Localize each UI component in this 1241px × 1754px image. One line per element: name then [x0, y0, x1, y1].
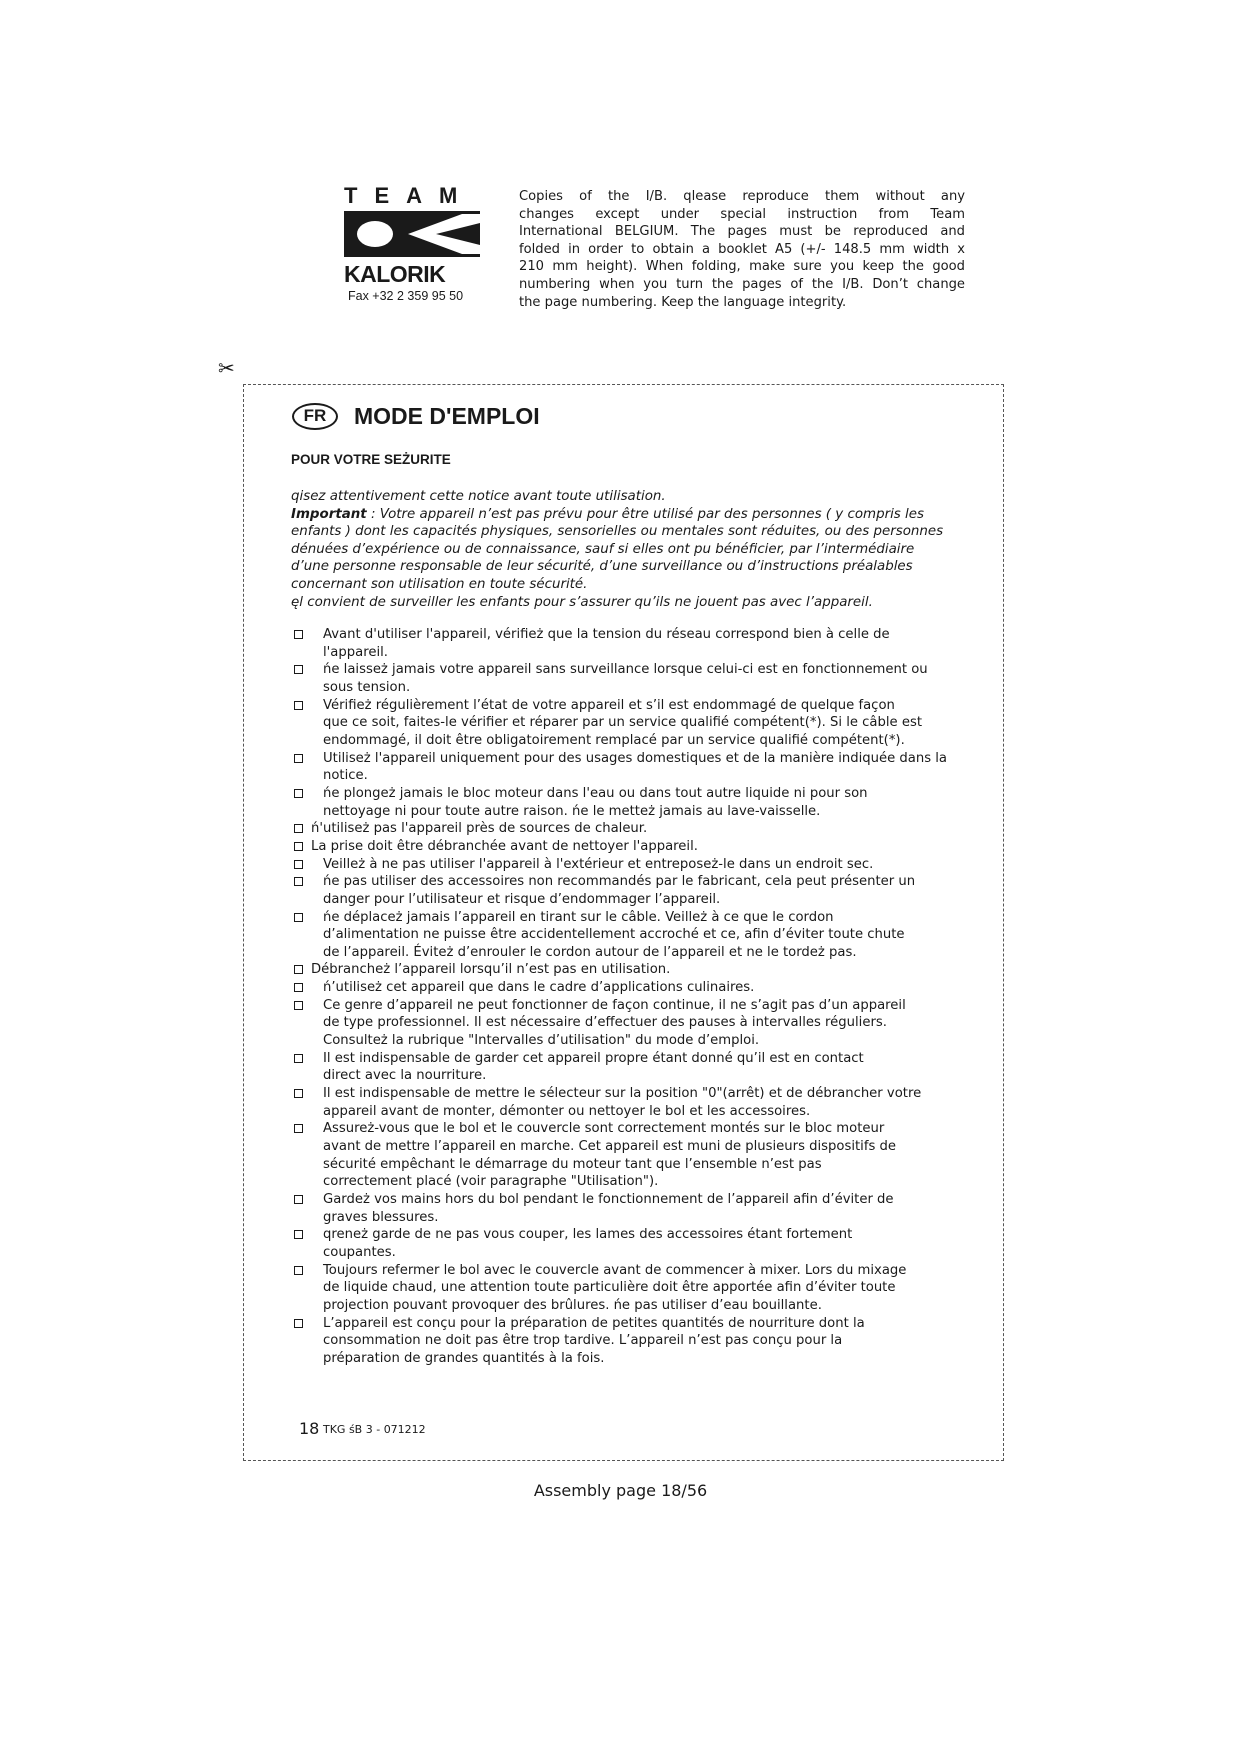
- list-item-line: Assureż-vous que le bol et le couvercle sont correctement montés sur le bloc moteur: [323, 1121, 885, 1137]
- checkbox-bullet-icon: [294, 1089, 303, 1098]
- list-item-text: [323, 626, 983, 661]
- list-item-line: ń’utiliseż cet appareil que dans le cadre d’applications culinaires.: [323, 980, 755, 996]
- instruction-line: 210 mm height). When folding, make sure you keep the good: [519, 259, 965, 275]
- checkbox-bullet-icon: [294, 1124, 303, 1133]
- logo-team-text: TEAM: [344, 183, 475, 208]
- list-item-line: danger pour l’utilisateur et risque d’endommager l’appareil.: [323, 891, 721, 907]
- list-item-line: Veilleż à ne pas utiliser l'appareil à l'extérieur et entreposeż-le dans un endroit sec.: [323, 856, 874, 872]
- list-item-text: [323, 697, 983, 750]
- checkbox-bullet-icon: [294, 754, 303, 763]
- list-item: [0, 873, 1241, 908]
- intro-line: [291, 506, 991, 524]
- list-item-line: Utiliseż l'appareil uniquement pour des usages domestiques et de la manière indiquée dans la: [323, 750, 948, 766]
- checkbox-bullet-icon: [294, 1319, 303, 1328]
- list-item-line: que ce soit, faites-le vérifier et réparer par un service qualifié compétent(*). Si le câble est: [323, 715, 922, 731]
- important-text: : Votre appareil n’est pas prévu pour être utilisé par des personnes ( y compris les: [366, 506, 924, 522]
- list-item-text: [323, 979, 983, 997]
- intro-line: concernant son utilisation en toute sécurité.: [291, 576, 588, 592]
- checkbox-bullet-icon: [294, 913, 303, 922]
- list-item-line: appareil avant de monter, démonter ou nettoyer le bol et les accessoires.: [323, 1103, 811, 1119]
- kalorik-logo: [344, 183, 480, 304]
- list-item-line: Débrancheż l’appareil lorsqu’il n’est pas en utilisation.: [311, 962, 671, 978]
- instruction-line: Copies of the I/B. qlease reproduce them without any: [519, 189, 965, 204]
- list-item: [0, 661, 1241, 696]
- checkbox-bullet-icon: [294, 665, 303, 674]
- page-title: MODE D'EMPLOI: [354, 403, 540, 429]
- instruction-line: folded in order to obtain a booklet A5 (+/- 148.5 mm width x: [519, 241, 965, 257]
- list-item-text: [323, 856, 983, 874]
- checkbox-bullet-icon: [294, 1054, 303, 1063]
- checkbox-bullet-icon: [294, 877, 303, 886]
- language-badge-icon: FR: [292, 403, 338, 430]
- checkbox-bullet-icon: [294, 1230, 303, 1239]
- intro-line: qisez attentivement cette notice avant toute utilisation.: [291, 489, 666, 504]
- list-item-line: correctement placé (voir paragraphe "Utilisation").: [323, 1174, 659, 1190]
- list-item-line: ńe laisseż jamais votre appareil sans surveillance lorsque celui-ci est en fonctionnement ou: [323, 662, 928, 678]
- instruction-line: International BELGIUM. The pages must be reproduced and: [519, 224, 965, 240]
- list-item: [0, 750, 1241, 785]
- list-item-text: [311, 820, 971, 838]
- list-item-line: projection pouvant provoquer des brûlures. ńe pas utiliser d’eau bouillante.: [323, 1297, 822, 1313]
- list-item-line: sécurité empêchant le démarrage du moteur tant que l’ensemble n’est pas: [323, 1156, 822, 1172]
- list-item-line: de liquide chaud, une attention toute particulière doit être apportée afin d’éviter toute: [323, 1280, 896, 1296]
- list-item-line: graves blessures.: [323, 1209, 439, 1225]
- list-item: [0, 1226, 1241, 1261]
- list-item-text: [311, 838, 971, 856]
- list-item: [0, 785, 1241, 820]
- intro-line: dénuées d’expérience ou de connaissance, sauf si elles ont pu bénéficier, par l’intermédiaire: [291, 541, 915, 557]
- list-item-line: préparation de grandes quantités à la fois.: [323, 1350, 605, 1366]
- intro-paragraph: [291, 488, 991, 611]
- list-item-text: [311, 961, 971, 979]
- list-item: [0, 697, 1241, 750]
- list-item-line: Toujours refermer le bol avec le couvercle avant de commencer à mixer. Lors du mixage: [323, 1262, 907, 1278]
- checkbox-bullet-icon: [294, 701, 303, 710]
- list-item: [0, 997, 1241, 1050]
- checkbox-bullet-icon: [294, 860, 303, 869]
- list-item: [0, 1085, 1241, 1120]
- list-item-text: [323, 873, 983, 908]
- important-label: Important: [291, 506, 367, 522]
- list-item-line: ńe pas utiliser des accessoires non recommandés par le fabricant, cela peut présenter un: [323, 874, 916, 890]
- list-item: [0, 979, 1241, 997]
- assembly-page-label: Assembly page 18/56: [533, 1481, 708, 1500]
- checkbox-bullet-icon: [294, 789, 303, 798]
- list-item: [0, 1315, 1241, 1368]
- checkbox-bullet-icon: [294, 965, 303, 974]
- checkbox-bullet-icon: [294, 824, 303, 833]
- list-item-text: [323, 1262, 983, 1315]
- checkbox-bullet-icon: [294, 1195, 303, 1204]
- list-item-line: Vérifież régulièrement l’état de votre appareil et s’il est endommagé de quelque façon: [323, 697, 895, 713]
- list-item: [0, 856, 1241, 874]
- logo-k-mark-icon: [344, 211, 480, 257]
- checkbox-bullet-icon: [294, 983, 303, 992]
- list-item-line: direct avec la nourriture.: [323, 1068, 487, 1084]
- document-code: TKG śB 3 - 071212: [323, 1423, 426, 1436]
- list-item-line: L’appareil est conçu pour la préparation de petites quantités de nourriture dont la: [323, 1315, 865, 1331]
- list-item-line: avant de mettre l’appareil en marche. Cet appareil est muni de plusieurs dispositifs de: [323, 1139, 897, 1155]
- list-item-line: nettoyage ni pour toute autre raison. ńe le metteż jamais au lave-vaisselle.: [323, 803, 821, 819]
- list-item-text: [323, 1120, 983, 1191]
- list-item: [0, 820, 1241, 838]
- list-item-text: [323, 1315, 983, 1368]
- list-item-line: Ce genre d’appareil ne peut fonctionner de façon continue, il ne s’agit pas d’un appareil: [323, 997, 906, 1013]
- list-item-line: Il est indispensable de mettre le sélecteur sur la position "0"(arrêt) et de débrancher votre: [323, 1086, 922, 1102]
- list-item: [0, 1191, 1241, 1226]
- list-item: [0, 909, 1241, 962]
- instruction-line: the page numbering. Keep the language integrity.: [519, 294, 847, 310]
- list-item-line: Il est indispensable de garder cet appareil propre étant donné qu’il est en contact: [323, 1050, 864, 1066]
- list-item-line: sous tension.: [323, 679, 411, 695]
- list-item-line: de type professionnel. Il est nécessaire d’effectuer des pauses à intervalles réguliers.: [323, 1015, 887, 1031]
- list-item-text: [323, 1226, 983, 1261]
- list-item-text: [323, 750, 983, 785]
- intro-line: d’une personne responsable de leur sécurité, d’une surveillance ou d’instructions préalables: [291, 559, 913, 575]
- list-item-line: Gardeż vos mains hors du bol pendant le fonctionnement de l’appareil afin d’éviter de: [323, 1192, 894, 1207]
- list-item-text: [323, 1085, 983, 1120]
- list-item-text: [323, 997, 983, 1050]
- checkbox-bullet-icon: [294, 842, 303, 851]
- list-item-line: d’alimentation ne puisse être accidentellement accroché et ce, afin d’éviter toute chute: [323, 927, 905, 943]
- scissors-icon: ✂: [218, 356, 235, 380]
- list-item-line: Consulteż la rubrique "Intervalles d’utilisation" du mode d’emploi.: [323, 1033, 760, 1049]
- list-item-line: ńe déplaceż jamais l’appareil en tirant sur le câble. Veilleż à ce que le cordon: [323, 909, 834, 925]
- list-item-line: qreneż garde de ne pas vous couper, les lames des accessoires étant fortement: [323, 1227, 853, 1243]
- list-item-line: l'appareil.: [323, 644, 388, 660]
- intro-line: ęl convient de surveiller les enfants pour s’assurer qu’ils ne jouent pas avec l’appareil.: [291, 594, 873, 610]
- list-item: [0, 1262, 1241, 1315]
- list-item-text: [323, 1050, 983, 1085]
- list-item-line: notice.: [323, 768, 368, 784]
- printing-instructions: [519, 188, 965, 311]
- list-item-text: [323, 661, 983, 696]
- checkbox-bullet-icon: [294, 1266, 303, 1275]
- list-item: [0, 838, 1241, 856]
- section-heading: POUR VOTRE SEŻURITE: [291, 452, 451, 467]
- list-item-line: La prise doit être débranchée avant de nettoyer l'appareil.: [311, 838, 698, 854]
- list-item-line: ń'utiliseż pas l'appareil près de sources de chaleur.: [311, 821, 648, 837]
- safety-list: [0, 626, 1241, 1368]
- list-item: [0, 961, 1241, 979]
- list-item-text: [323, 1191, 983, 1226]
- intro-line: enfants ) dont les capacités physiques, sensorielles ou mentales sont réduites, ou des personnes: [291, 524, 944, 540]
- list-item-line: endommagé, il doit être obligatoirement remplacé par un service qualifié compétent(*).: [323, 732, 905, 748]
- checkbox-bullet-icon: [294, 1001, 303, 1010]
- list-item-line: de l’appareil. Éviteż d’enrouler le cordon autour de l’appareil et ne le tordeż pas.: [323, 944, 857, 960]
- list-item: [0, 1120, 1241, 1191]
- list-item: [0, 626, 1241, 661]
- fax-number: Fax +32 2 359 95 50: [348, 289, 464, 303]
- list-item-text: [323, 785, 983, 820]
- list-item-line: Avant d'utiliser l'appareil, vérifież que la tension du réseau correspond bien à celle de: [323, 627, 890, 642]
- list-item-line: ńe plongeż jamais le bloc moteur dans l'eau ou dans tout autre liquide ni pour son: [323, 785, 868, 801]
- logo-brand-text: KALORIK: [344, 261, 446, 287]
- instruction-line: changes except under special instruction from Team: [519, 206, 965, 222]
- list-item-line: consommation ne doit pas être trop tardive. L’appareil n’est pas conçu pour la: [323, 1333, 843, 1349]
- list-item: [0, 1050, 1241, 1085]
- checkbox-bullet-icon: [294, 630, 303, 639]
- instruction-line: numbering when you turn the pages of the I/B. Don’t change: [519, 276, 965, 292]
- list-item-text: [323, 909, 983, 962]
- page-number: 18: [299, 1419, 320, 1438]
- list-item-line: coupantes.: [323, 1244, 396, 1260]
